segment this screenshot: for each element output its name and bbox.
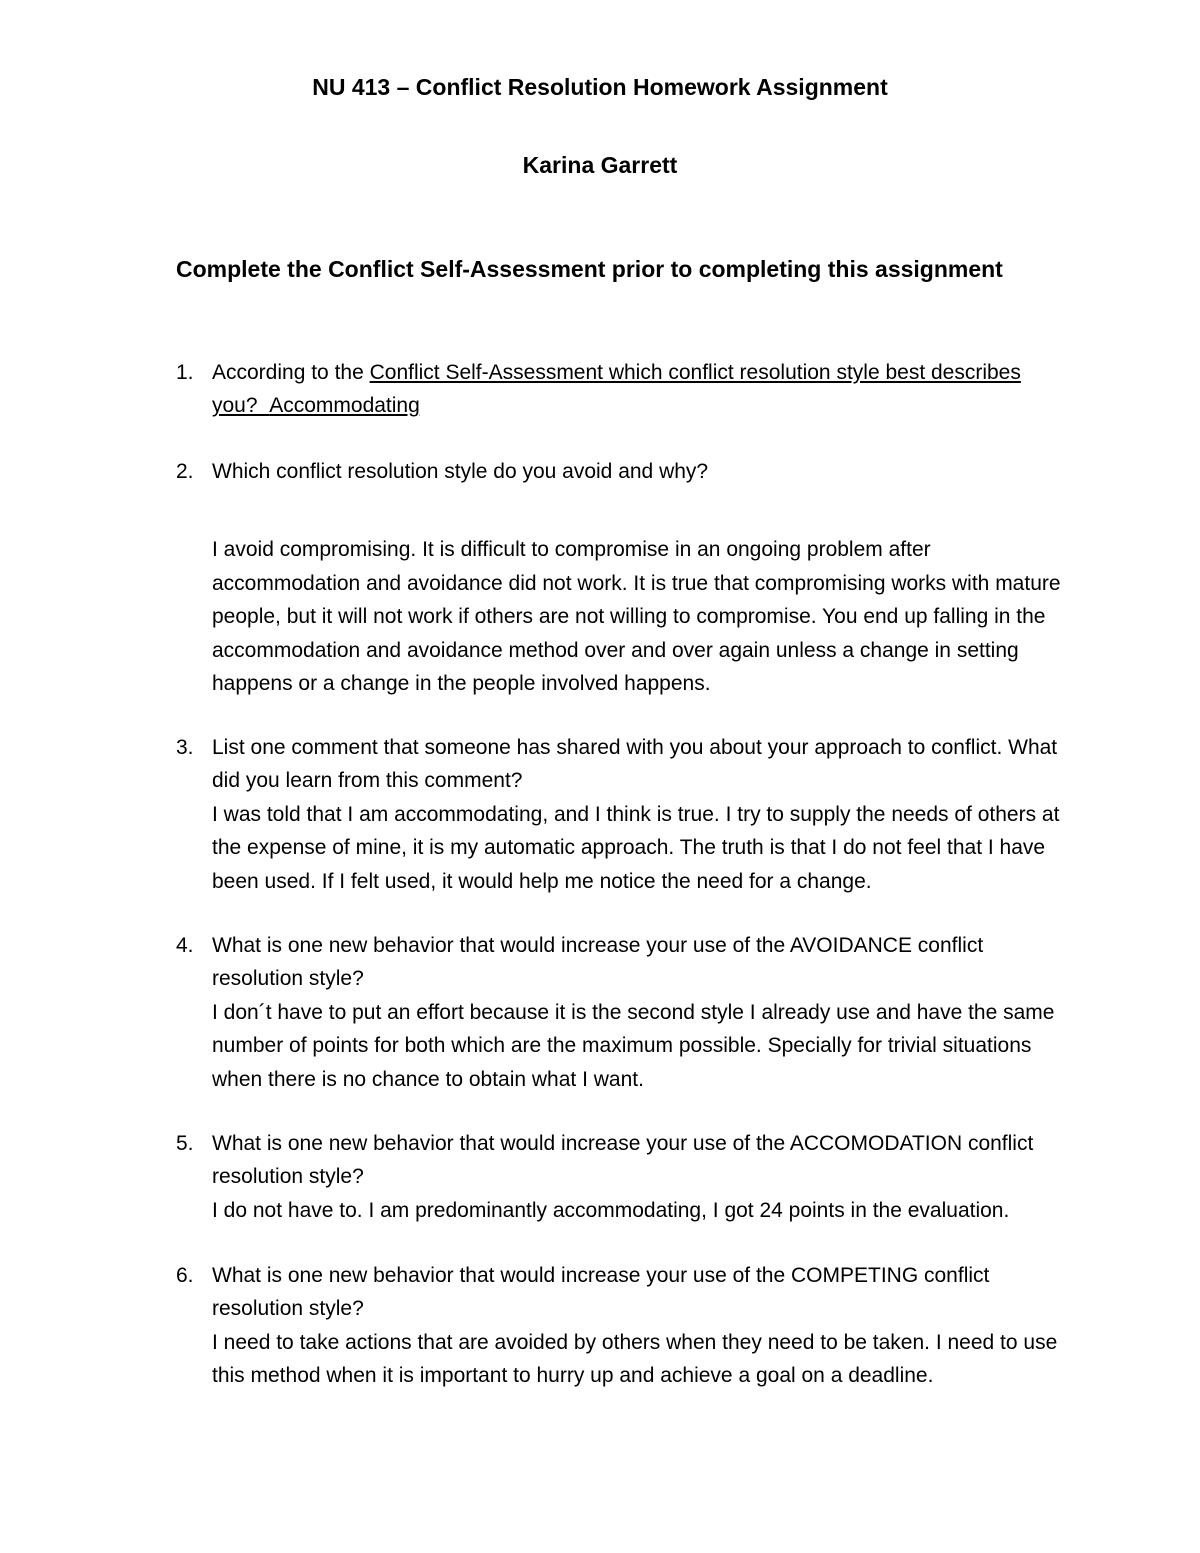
question-body — [212, 356, 1062, 423]
question-number: 4. — [176, 934, 194, 957]
question-text: What is one new behavior that would increase your use of the AVOIDANCE conflict resolution style? — [212, 934, 984, 991]
question-text: What is one new behavior that would increase your use of the ACCOMODATION conflict resolution style? — [212, 1132, 1034, 1189]
question-number: 6. — [176, 1264, 194, 1287]
instruction-heading: Complete the Conflict Self-Assessment prior to completing this assignment — [176, 256, 1003, 282]
question-number: 1. — [176, 361, 194, 384]
question-body — [212, 731, 1062, 898]
question-text: Which conflict resolution style do you avoid and why? — [212, 460, 709, 483]
question-body — [212, 455, 1062, 700]
answer-text: Accommodating — [269, 394, 420, 418]
answer-text: I do not have to. I am predominantly accommodating, I got 24 points in the evaluation. — [212, 1198, 1010, 1222]
question-body — [212, 1127, 1062, 1227]
answer-text: I need to take actions that are avoided by others when they need to be taken. I need to use this method when it is important to hurry up and achieve a goal on a deadline. — [212, 1330, 1058, 1388]
question-text: What is one new behavior that would increase your use of the COMPETING conflict resolution style? — [212, 1264, 990, 1321]
question-text — [212, 356, 1062, 423]
document-title: NU 413 – Conflict Resolution Homework Assignment — [312, 74, 888, 100]
question-number: 5. — [176, 1132, 194, 1155]
question-prefix: According to the — [212, 361, 370, 384]
question-number: 2. — [176, 460, 194, 483]
question-number: 3. — [176, 736, 194, 759]
answer-text: I don´t have to put an effort because it is the second style I already use and have the same number of points for both which are the maximum possible. Specially for trivial situations when there is no chance to obtain what I want. — [212, 1000, 1055, 1091]
question-body — [212, 929, 1062, 1096]
question-underlined: Conflict Self-Assessment which conflict resolution style best describes you? — [212, 361, 1021, 418]
question-body — [212, 1259, 1062, 1393]
author-name: Karina Garrett — [522, 152, 678, 178]
answer-text: I was told that I am accommodating, and I think is true. I try to supply the needs of others at the expense of mine, it is my automatic approach. The truth is that I do not feel that I have been used. If I felt used, it would help me notice the need for a change. — [212, 802, 1060, 893]
question-text: List one comment that someone has shared with you about your approach to conflict. What did you learn from this comment? — [212, 736, 1058, 793]
answer-text: I avoid compromising. It is difficult to compromise in an ongoing problem after accommodation and avoidance did not work. It is true that compromising works with mature people, but it will not work if others are not willing to compromise. You end up falling in the accommodation and avoidance method over and over again unless a change in setting happens or a change in the people involved happens. — [212, 538, 1061, 696]
